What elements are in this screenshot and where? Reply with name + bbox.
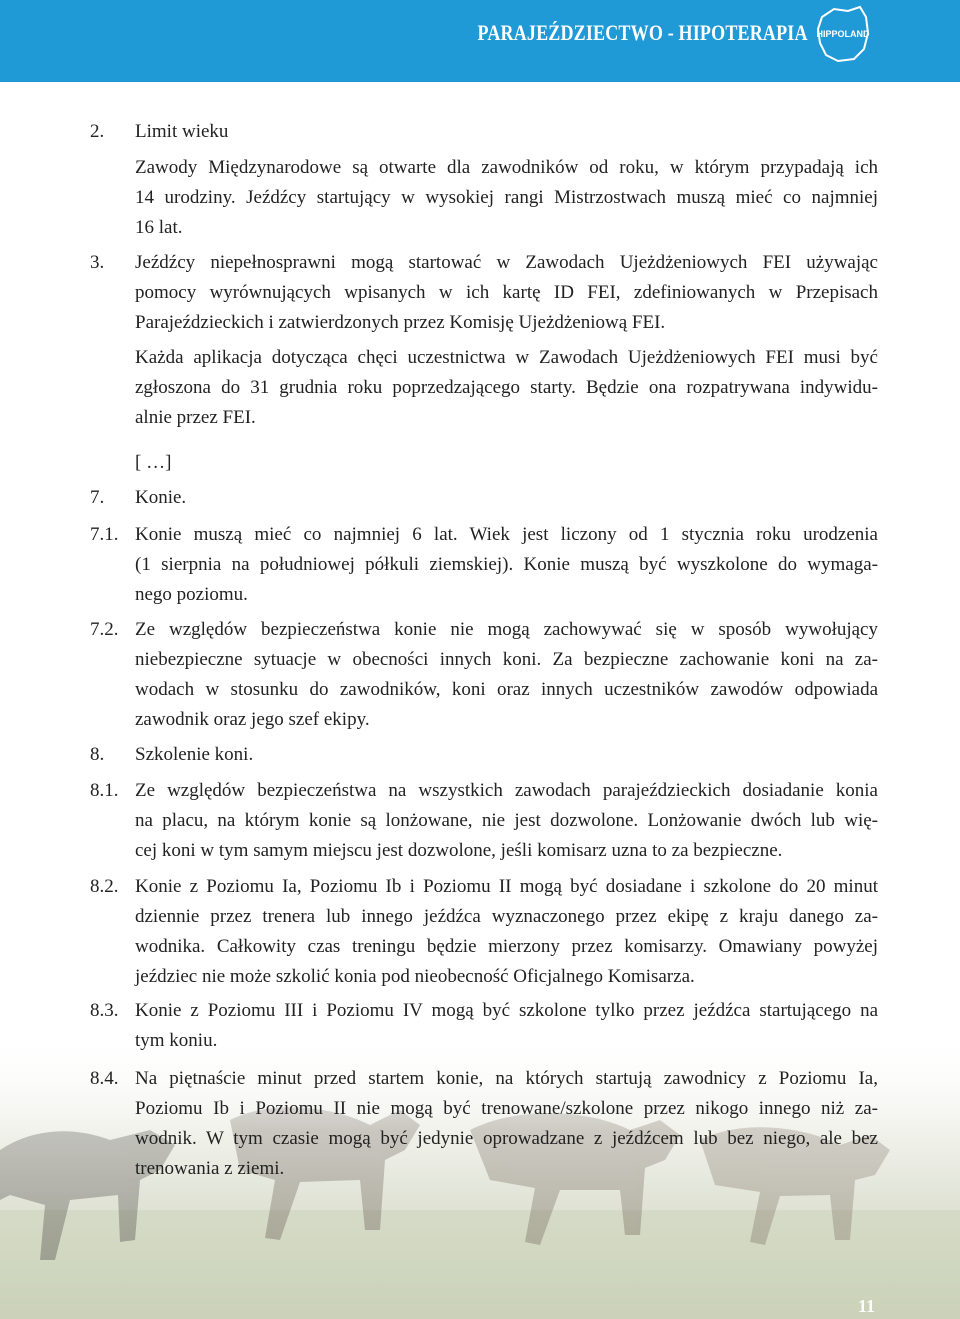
paragraph-line: [ …]: [135, 452, 172, 473]
paragraph-line: zgłoszona do 31 grudnia roku poprzedzającego starty. Będzie ona rozpatrywana indywidu-: [135, 377, 878, 398]
paragraph-line: Każda aplikacja dotycząca chęci uczestnictwa w Zawodach Ujeżdżeniowych FEI musi być: [135, 347, 878, 368]
section-number: 2.: [90, 121, 105, 142]
paragraph-line: (1 sierpnia na południowej półkuli ziemskiej). Konie muszą być wyszkolone do wymaga-: [135, 554, 878, 575]
section-number: 8.4.: [90, 1068, 119, 1089]
section-number: 8.3.: [90, 1000, 119, 1021]
page-number: 11: [857, 1296, 875, 1316]
paragraph-line: pomocy wyrównujących wpisanych w ich kartę ID FEI, zdefiniowanych w Przepisach: [135, 282, 878, 303]
paragraph-line: Ze względów bezpieczeństwa konie nie mogą zachowywać się w sposób wywołujący: [135, 619, 878, 640]
paragraph-line: dziennie przez trenera lub innego jeźdźca wyznaczonego przez ekipę z kraju danego za-: [135, 906, 878, 927]
paragraph-line: na placu, na którym konie są lonżowane, nie jest dozwolone. Lonżowanie dwóch lub wię-: [135, 810, 878, 831]
paragraph-line: nego poziomu.: [135, 584, 248, 605]
paragraph-line: wodnik. W tym czasie mogą być jedynie oprowadzane z jeźdźcem lub bez niego, ale bez: [135, 1128, 878, 1149]
paragraph-line: 14 urodziny. Jeźdźcy startujący w wysokiej rangi Mistrzostwach muszą mieć co najmniej: [135, 187, 878, 208]
paragraph-line: Limit wieku: [135, 121, 229, 142]
paragraph-line: Jeźdźcy niepełnosprawni mogą startować w Zawodach Ujeżdżeniowych FEI używając: [135, 252, 878, 273]
paragraph-line: wodnika. Całkowity czas treningu będzie mierzony przez komisarzy. Omawiany powyżej: [135, 936, 878, 957]
section-number: 7.2.: [90, 619, 119, 640]
header-title: PARAJEŹDZIECTWO - HIPOTERAPIA: [477, 20, 808, 45]
paragraph-line: Ze względów bezpieczeństwa na wszystkich zawodach parajeździeckich dosiadanie konia: [135, 780, 878, 801]
paragraph-line: Na piętnaście minut przed startem konie, na których startują zawodnicy z Poziomu Ia,: [135, 1068, 878, 1089]
paragraph-line: Szkolenie koni.: [135, 744, 254, 765]
section-number: 3.: [90, 252, 105, 273]
paragraph-line: niebezpieczne sytuacje w obecności innych koni. Za bezpieczne zachowanie koni na za-: [135, 649, 878, 670]
paragraph-line: Poziomu Ib i Poziomu II nie mogą być trenowane/szkolone przez nikogo innego niż za-: [135, 1098, 878, 1119]
section-number: 8.: [90, 744, 105, 765]
paragraph-line: 16 lat.: [135, 217, 183, 238]
paragraph-line: Konie.: [135, 487, 187, 508]
paragraph-line: Zawody Międzynarodowe są otwarte dla zawodników od roku, w którym przypadają ich: [135, 157, 878, 178]
section-number: 7.: [90, 487, 105, 508]
paragraph-line: Konie z Poziomu Ia, Poziomu Ib i Poziomu II mogą być dosiadane i szkolone do 20 minut: [135, 876, 878, 897]
paragraph-line: Konie z Poziomu III i Poziomu IV mogą być szkolone tylko przez jeźdźca startującego na: [135, 1000, 878, 1021]
paragraph-line: zawodnik oraz jego szef ekipy.: [135, 709, 370, 730]
paragraph-line: trenowania z ziemi.: [135, 1158, 285, 1179]
paragraph-line: jeździec nie może szkolić konia pod nieobecność Oficjalnego Komisarza.: [135, 966, 695, 987]
section-number: 8.2.: [90, 876, 119, 897]
paragraph-line: wodach w stosunku do zawodników, koni oraz innych uczestników zawodów odpowiada: [135, 679, 878, 700]
paragraph-line: Parajeździeckich i zatwierdzonych przez Komisję Ujeżdżeniową FEI.: [135, 312, 666, 333]
paragraph-line: alnie przez FEI.: [135, 407, 256, 428]
paragraph-line: cej koni w tym samym miejscu jest dozwolone, jeśli komisarz uzna to za bezpieczne.: [135, 840, 783, 861]
paragraph-line: tym koniu.: [135, 1030, 218, 1051]
logo-text: HIPPOLAND: [816, 29, 870, 39]
section-number: 7.1.: [90, 524, 119, 545]
section-number: 8.1.: [90, 780, 119, 801]
paragraph-line: Konie muszą mieć co najmniej 6 lat. Wiek jest liczony od 1 stycznia roku urodzenia: [135, 524, 878, 545]
